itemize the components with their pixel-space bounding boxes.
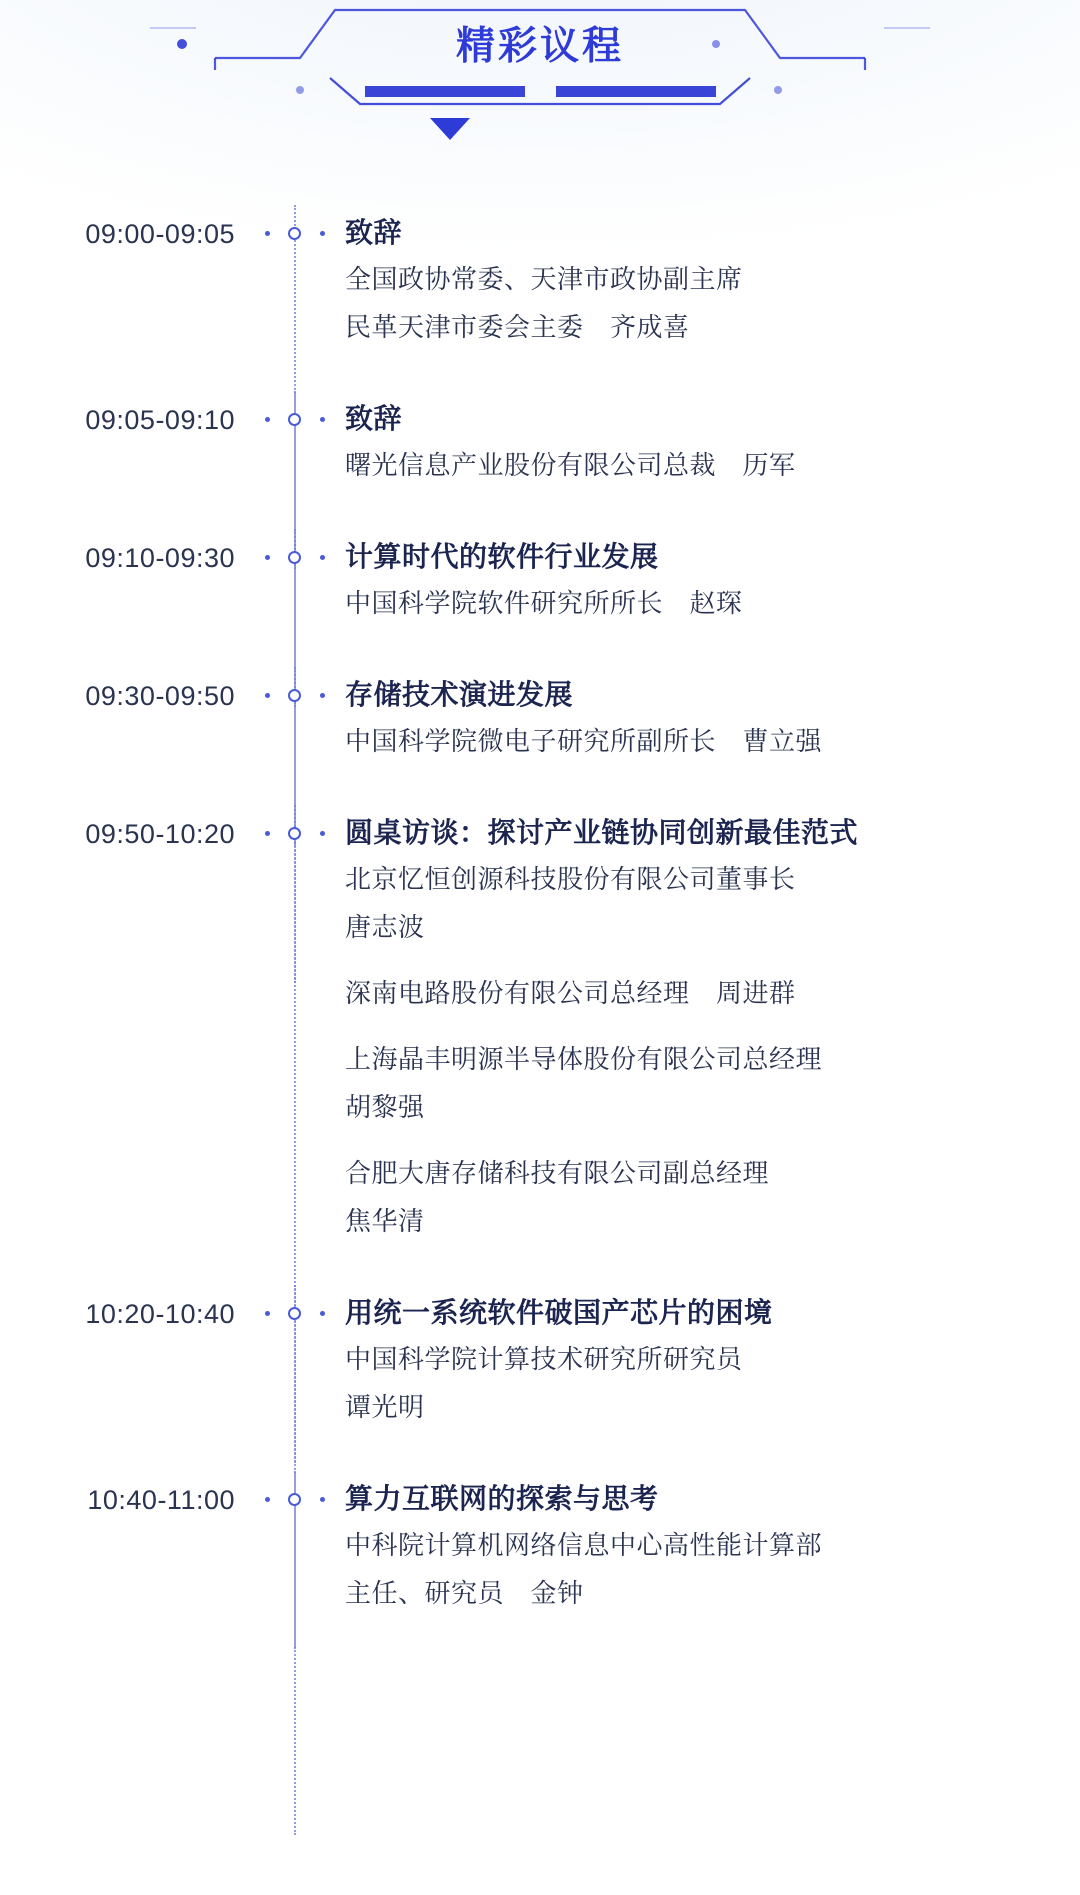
agenda-speaker-line: 北京忆恒创源科技股份有限公司董事长: [345, 864, 796, 894]
agenda-content: [345, 1285, 1080, 1449]
agenda-row: [0, 1471, 1080, 1635]
timeline-marker: [245, 1285, 345, 1449]
timeline-dot-left: [265, 1497, 270, 1502]
arrow-down-icon: [430, 118, 470, 140]
agenda-content: [345, 1471, 1080, 1635]
agenda-row: [0, 1285, 1080, 1449]
agenda-content: [345, 205, 1080, 369]
agenda-topic: 计算时代的软件行业发展: [345, 541, 659, 572]
agenda-row: [0, 205, 1080, 369]
timeline-dotted-line: [294, 1471, 296, 1835]
agenda-speaker-line: 中科院计算机网络信息中心高性能计算部: [345, 1530, 823, 1560]
timeline-dot-right: [320, 693, 325, 698]
agenda-speaker-line: 全国政协常委、天津市政协副主席: [345, 264, 743, 294]
timeline-marker: [245, 205, 345, 369]
agenda-time: 10:20-10:40: [85, 1299, 235, 1329]
agenda-row: [0, 667, 1080, 783]
agenda-speaker-line: 深南电路股份有限公司总经理 周进群: [345, 978, 796, 1008]
timeline-dot-right: [320, 231, 325, 236]
agenda-time: 09:10-09:30: [85, 543, 235, 573]
timeline-dot-left: [265, 831, 270, 836]
timeline-node-icon: [288, 827, 301, 840]
timeline-node-icon: [288, 551, 301, 564]
timeline-marker: [245, 805, 345, 1263]
agenda-topic: 致辞: [345, 217, 403, 248]
agenda-time: 09:30-09:50: [85, 681, 235, 711]
agenda-row: [0, 529, 1080, 645]
timeline-dot-right: [320, 831, 325, 836]
agenda-content: [345, 391, 1080, 507]
agenda-speaker-line: 主任、研究员 金钟: [345, 1578, 584, 1608]
agenda-speaker-line: 民革天津市委会主委 齐成喜: [345, 312, 690, 342]
agenda-speaker-line: 中国科学院微电子研究所副所长 曹立强: [345, 726, 823, 756]
agenda-speaker-line: 焦华清: [345, 1206, 425, 1236]
agenda-topic: 用统一系统软件破国产芯片的困境: [345, 1297, 773, 1328]
agenda-speaker-line: 曙光信息产业股份有限公司总裁 历军: [345, 450, 796, 480]
agenda-row: [0, 391, 1080, 507]
agenda-speaker-line: 谭光明: [345, 1392, 425, 1422]
timeline-dot-right: [320, 1311, 325, 1316]
timeline-node-icon: [288, 689, 301, 702]
timeline-dot-left: [265, 231, 270, 236]
timeline-node-icon: [288, 413, 301, 426]
timeline-node-icon: [288, 1307, 301, 1320]
agenda-list: [0, 205, 1080, 1635]
agenda-speaker-line: 胡黎强: [345, 1092, 425, 1122]
timeline-dot-left: [265, 693, 270, 698]
timeline-dot-right: [320, 1497, 325, 1502]
agenda-content: [345, 529, 1080, 645]
timeline-dot-left: [265, 1311, 270, 1316]
agenda-time: 09:50-10:20: [85, 819, 235, 849]
agenda-time: 09:05-09:10: [85, 405, 235, 435]
timeline-node-icon: [288, 227, 301, 240]
timeline-marker: [245, 1471, 345, 1635]
agenda-speaker-line: 上海晶丰明源半导体股份有限公司总经理: [345, 1044, 823, 1074]
agenda-speaker-line: 唐志波: [345, 912, 425, 942]
agenda-speaker-line: 中国科学院计算技术研究所研究员: [345, 1344, 743, 1374]
banner: [0, 0, 1080, 190]
timeline-marker: [245, 391, 345, 507]
agenda-row: [0, 805, 1080, 1263]
timeline-dot-left: [265, 555, 270, 560]
timeline-dot-right: [320, 417, 325, 422]
agenda-topic: 圆桌访谈：探讨产业链协同创新最佳范式: [345, 817, 859, 848]
timeline-dot-right: [320, 555, 325, 560]
agenda-time: 09:00-09:05: [85, 219, 235, 249]
page-title: 精彩议程: [455, 25, 624, 68]
agenda-topic: 算力互联网的探索与思考: [345, 1483, 659, 1514]
timeline-dot-left: [265, 417, 270, 422]
agenda-content: [345, 667, 1080, 783]
agenda-speaker-line: 合肥大唐存储科技有限公司副总经理: [345, 1158, 770, 1188]
timeline-marker: [245, 667, 345, 783]
agenda-speaker-line: 中国科学院软件研究所所长 赵琛: [345, 588, 743, 618]
timeline-marker: [245, 529, 345, 645]
timeline-node-icon: [288, 1493, 301, 1506]
agenda-topic: 存储技术演进发展: [345, 679, 574, 710]
agenda-topic: 致辞: [345, 403, 403, 434]
agenda-time: 10:40-11:00: [87, 1485, 235, 1515]
agenda-content: [345, 805, 1080, 1263]
